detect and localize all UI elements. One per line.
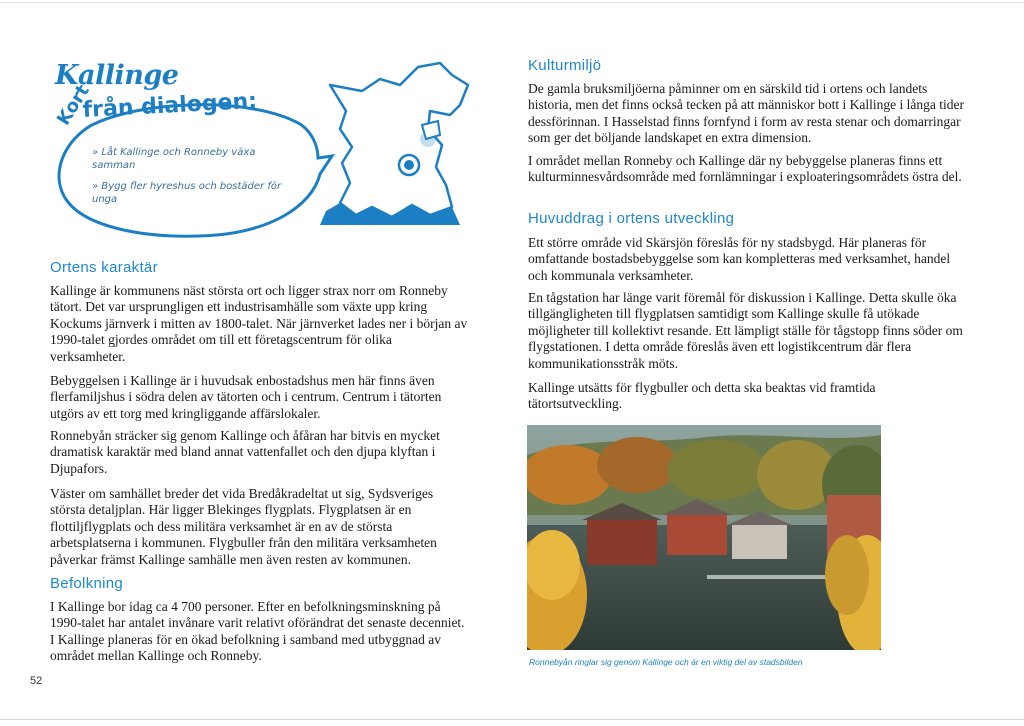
photo-caption: Ronnebyån ringlar sig genom Kallinge och är en viktig del av stadsbilden xyxy=(529,657,803,667)
river-photo xyxy=(527,425,881,650)
place-name-heading: Kallinge xyxy=(55,60,179,91)
dialogue-item: » Bygg fler hyreshus och bostäder för unga xyxy=(92,181,282,205)
bottom-rule xyxy=(0,719,1024,720)
section-heading-ortens-karaktar: Ortens karaktär xyxy=(50,259,158,276)
dialogue-item: » Låt Kallinge och Ronneby växa samman xyxy=(92,147,256,171)
paragraph: I området mellan Ronneby och Kallinge där ny bebyggelse planeras finns ett kulturminnesvårdsområde med fornlämningar i exploateringsområdets östra del. xyxy=(528,153,962,185)
paragraph: Ett större område vid Skärsjön föreslås för ny stadsbygd. Här planeras för omfattande bostadsbebyggelse som kan kompletteras med verksamhet, handel och kommunala verksamheter. xyxy=(528,235,951,283)
municipality-map-icon xyxy=(300,55,480,230)
section-heading-kulturmiljo: Kulturmiljö xyxy=(528,57,602,74)
section-heading-huvuddrag: Huvuddrag i ortens utveckling xyxy=(528,210,735,227)
top-rule xyxy=(0,2,1024,3)
dialogue-prefix: Kort xyxy=(53,81,94,130)
paragraph: De gamla bruksmiljöerna påminner om en särskild tid i ortens och landets historia, men det finns också tecken på att människor bott i Kallinge i långa tider dessförinnan. I Hasselstad finns fornfynd i form av resta stenar och domarringar som ger det böljande landskapet en extra dimension. xyxy=(528,81,965,146)
page-number: 52 xyxy=(30,675,43,687)
paragraph: Kallinge utsätts för flygbuller och detta ska beaktas vid framtida tätortsutveckling. xyxy=(528,380,876,412)
paragraph: En tågstation har länge varit föremål för diskussion i Kallinge. Detta skulle öka tillgängligheten till flygplatsen samtidigt som Kallinge skulle få utökade möjligheter till kollektivt resande. Ett lämpligt ställe för tågstopp finns söder om flygstationen. I detta område föreslås även ett logistikcentrum där flera kommunikationsstråk möts. xyxy=(528,290,963,371)
section-heading-befolkning: Befolkning xyxy=(50,575,124,592)
paragraph: Kallinge är kommunens näst största ort och ligger strax norr om Ronneby tätort. Det var ursprungligen ett industrisamhälle som växte upp kring Kockums järnverk i mitten av 1800-talet. När järnverket lades ner i början av 1990-talet gjordes området om till ett företagscentrum för olika verksamheter. xyxy=(50,283,468,364)
paragraph: Ronnebyån sträcker sig genom Kallinge och åfåran har bitvis en mycket dramatisk karaktär med bland annat vattenfallet och den djupa klyftan i Djupafors. xyxy=(50,428,440,476)
paragraph: I Kallinge bor idag ca 4 700 personer. Efter en befolkningsminskning på 1990-talet har antalet invånare varit relativt oförändrat det senaste decenniet. I Kallinge planeras för en ökad befolkning i samband med utbyggnad av området mellan Kallinge och Ronneby. xyxy=(50,599,465,664)
dialogue-title: från dialogen: xyxy=(82,88,258,123)
paragraph: Väster om samhället breder det vida Bredåkradeltat ut sig, Sydsveriges största detaljplan. Här ligger Blekinges flygplats. Flygplatsen är en flottiljflygplats och dess militära verksamhet är en av de största arbetsplatserna i kommunen. Flygbuller från den militära verksamheten påverkar främst Kallinge samhälle men även resten av kommunen. xyxy=(50,486,437,567)
paragraph: Bebyggelsen i Kallinge är i huvudsak enbostadshus men här finns även flerfamiljshus i södra delen av tätorten och i centrum. Centrum i tätorten utgörs av ett torg med kringliggande affärslokaler. xyxy=(50,373,442,421)
location-marker-icon xyxy=(399,155,419,175)
